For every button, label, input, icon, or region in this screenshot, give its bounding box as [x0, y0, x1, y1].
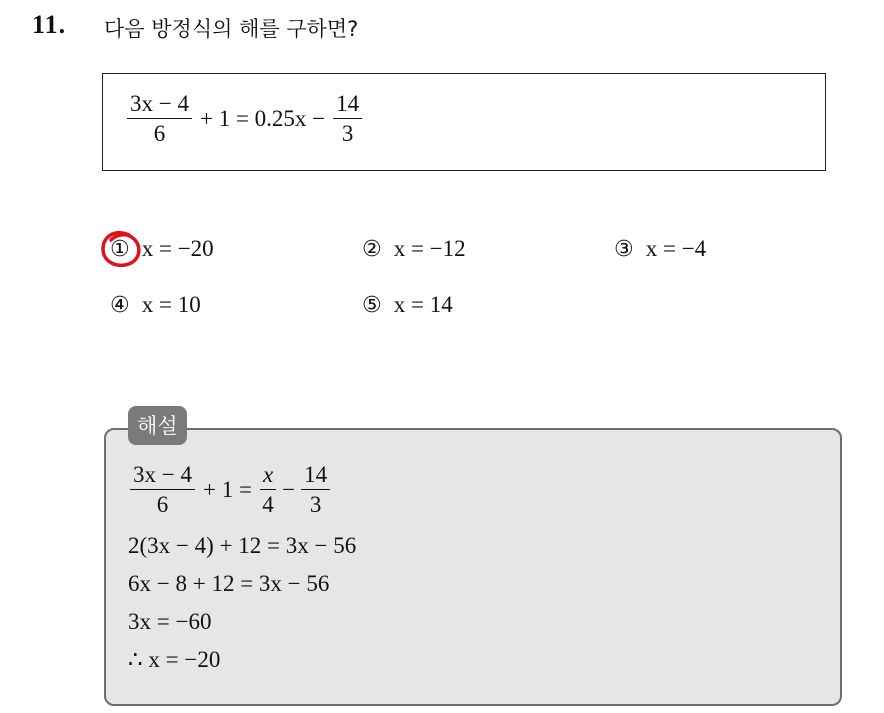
solution-line-3: 6x − 8 + 12 = 3x − 56: [128, 571, 330, 596]
sol-fraction-2-denominator: 4: [262, 492, 274, 518]
solution-line-1: [128, 462, 332, 518]
sol-line-1-middle: + 1 =: [202, 476, 252, 502]
solution-label: 해설: [128, 406, 187, 445]
fraction-2-numerator: 14: [333, 91, 362, 119]
option-3-marker: ③: [614, 236, 634, 262]
sol-fraction-3-denominator: 3: [309, 492, 322, 518]
option-1-marker: ①: [110, 236, 130, 262]
fraction-2-denominator: 3: [341, 121, 354, 147]
option-5[interactable]: [362, 292, 453, 318]
question-number: 11.: [32, 10, 67, 39]
solution-line-2: 2(3x − 4) + 12 = 3x − 56: [128, 533, 357, 558]
equation-box: [102, 73, 826, 171]
question-text: 다음 방정식의 해를 구하면?: [104, 17, 359, 41]
solution-line-5: ∴ x = −20: [128, 647, 221, 672]
fraction-2: [333, 91, 362, 147]
fraction-1: [127, 91, 192, 147]
option-3-text: x = −4: [645, 236, 707, 261]
answer-mark-circle: [99, 229, 147, 271]
sol-fraction-1-numerator: 3x − 4: [130, 462, 195, 490]
option-1-text: x = −20: [141, 236, 214, 261]
equation-middle: + 1 = 0.25x −: [199, 105, 326, 131]
equation: [125, 91, 364, 147]
option-2-marker: ②: [362, 236, 382, 262]
option-2-text: x = −12: [393, 236, 466, 261]
sol-fraction-3: [301, 462, 330, 518]
sol-fraction-2: [260, 462, 276, 518]
solution-line-4: 3x = −60: [128, 609, 212, 634]
option-4-marker: ④: [110, 292, 130, 318]
fraction-1-denominator: 6: [153, 121, 166, 147]
option-2[interactable]: [362, 236, 466, 262]
sol-fraction-2-numerator: x: [260, 462, 276, 490]
option-4-text: x = 10: [141, 292, 201, 317]
sol-line-1-minus: −: [282, 476, 296, 502]
option-5-marker: ⑤: [362, 292, 382, 318]
option-5-text: x = 14: [393, 292, 453, 317]
sol-fraction-3-numerator: 14: [301, 462, 330, 490]
option-4[interactable]: [110, 292, 201, 318]
sol-fraction-1-denominator: 6: [156, 492, 169, 518]
sol-fraction-1: [130, 462, 195, 518]
fraction-1-numerator: 3x − 4: [127, 91, 192, 119]
solution-box: [104, 428, 842, 706]
option-3[interactable]: [614, 236, 706, 262]
